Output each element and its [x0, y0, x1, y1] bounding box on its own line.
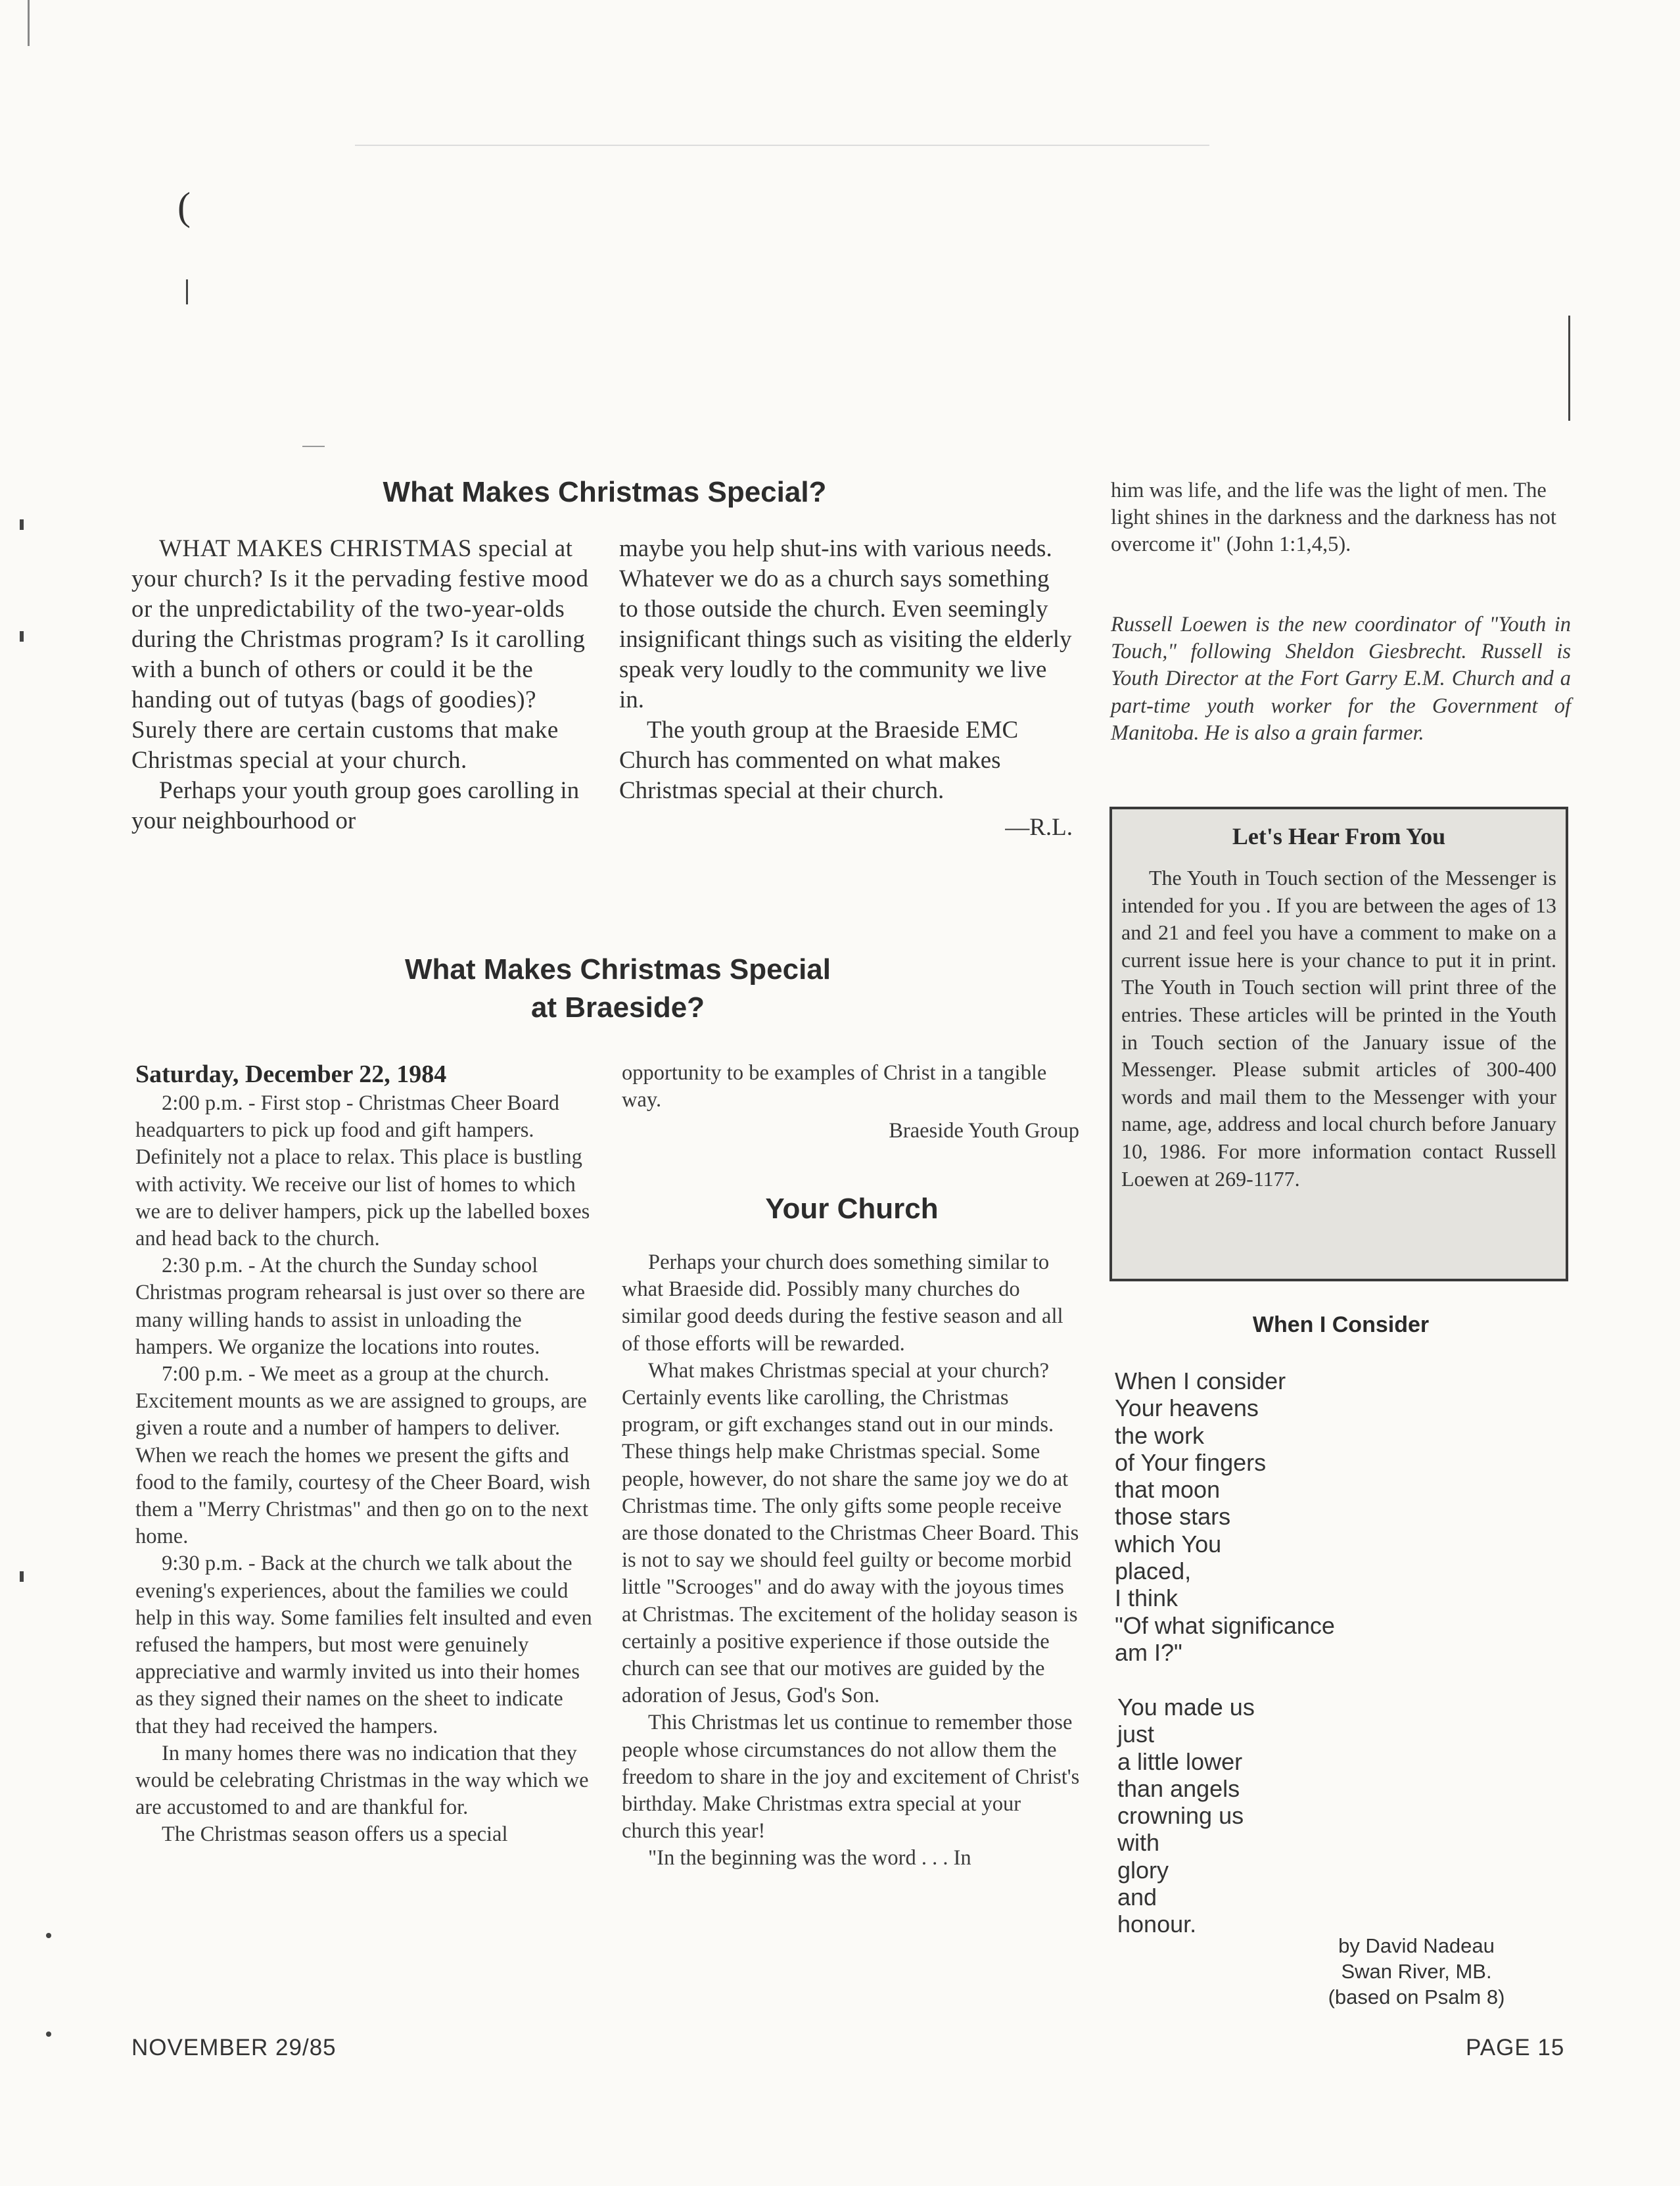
- right-edge-rule: [1568, 316, 1570, 421]
- poem-stanza-2: [1117, 1694, 1577, 1938]
- paren-mark: (: [177, 185, 191, 228]
- poem-line: just: [1117, 1721, 1155, 1748]
- poem-credit-line: Swan River, MB.: [1341, 1960, 1492, 1983]
- article-3-paragraph: "In the beginning was the word . . . In: [648, 1846, 971, 1870]
- poem-line: "Of what significance: [1115, 1611, 1335, 1639]
- poem-line: placed,: [1115, 1557, 1192, 1585]
- article-2-signature: Braeside Youth Group: [889, 1119, 1079, 1143]
- article-3-paragraph: Perhaps your church does something similar to what Braeside did. Possibly many churches do similar good deeds during the festive season and all of those efforts will be rewarded.: [622, 1250, 1063, 1356]
- margin-mark: [20, 631, 24, 642]
- article-2-paragraph: 2:00 p.m. - First stop - Christmas Cheer Board headquarters to pick up food and gift hampers. Definitely not a place to relax. This place is bustling with activity. We receive our list of homes to which we are to deliver hampers, pick up the labelled boxes and head back to the church.: [135, 1091, 590, 1251]
- small-dash: [302, 446, 325, 447]
- margin-mark: [20, 1571, 24, 1582]
- poem-line: that moon: [1115, 1476, 1221, 1504]
- poem-line: glory: [1117, 1856, 1169, 1884]
- top-rule: [355, 145, 1209, 146]
- article-2-title-line-2: at Braeside?: [530, 991, 705, 1024]
- poem-line: which You: [1115, 1530, 1222, 1557]
- article-3-title: Your Church: [765, 1193, 939, 1225]
- poem-line: a little lower: [1117, 1747, 1243, 1775]
- article-2-continuation: opportunity to be examples of Christ in a tangible way.: [622, 1061, 1047, 1112]
- article-2-paragraph: 2:30 p.m. - At the church the Sunday school Christmas program rehearsal is just over so there are many willing hands to assist in unloading the hampers. We organize the locations into routes.: [135, 1254, 586, 1359]
- article-2-paragraph: In many homes there was no indication that they would be celebrating Christmas in the way which we are accustomed to and are thankful for.: [135, 1741, 589, 1820]
- right-column-intro: him was life, and the life was the light of men. The light shines in the darkness and the darkness has not overcome it" (John 1:1,4,5).: [1111, 479, 1556, 557]
- article-1-column-1: [131, 534, 592, 836]
- margin-mark: [46, 1933, 51, 1938]
- poem-line: You made us: [1117, 1694, 1255, 1721]
- article-3-paragraph: What makes Christmas special at your church? Certainly events like carolling, the Christmas program, or gift exchanges stand out in our minds. These things help make Christmas special. Some people, however, do not share the same joy we do at Christmas time. The only gifts some people receive are those donated to the Christmas Cheer Board. This is not to say we should feel guilty or become morbid little "Scrooges" and do away with the joyous times at Christmas. The excitement of the holiday season is certainly a positive experience if those outside the church can see that our motives are guided by the adoration of Jesus, God's Son.: [622, 1358, 1079, 1708]
- poem-credit-line: by David Nadeau: [1338, 1934, 1495, 1957]
- article-1-column-2: [619, 534, 1073, 843]
- poem-credit-line: (based on Psalm 8): [1328, 1985, 1505, 2008]
- article-2-column-2: [622, 1060, 1079, 1145]
- article-2-column-1: [135, 1058, 595, 1849]
- poem-line: and: [1117, 1884, 1157, 1911]
- poem-line: those stars: [1115, 1503, 1231, 1531]
- poem-line: with: [1117, 1829, 1160, 1857]
- article-1-paragraph: WHAT MAKES CHRISTMAS special at your church? Is it the pervading festive mood or the unpredictability of the two-year-olds during the Christmas program? Is it carolling with a bunch of others or could it be the handing out of tutyas (bags of goodies)? Surely there are certain customs that make Christmas special at your church.: [131, 535, 589, 774]
- article-1-paragraph: maybe you help shut-ins with various needs. Whatever we do as a church says something to those outside the church. Even seemingly insignificant things such as visiting the elderly speak very loudly to the community we live in.: [619, 535, 1072, 713]
- lets-hear-from-you-box: [1109, 807, 1568, 1281]
- article-2-paragraph: The Christmas season offers us a special: [162, 1822, 508, 1847]
- box-text: [1121, 865, 1556, 1193]
- tick-mark: [186, 279, 188, 304]
- scan-edge-line: [28, 0, 30, 46]
- margin-mark: [20, 519, 24, 530]
- poem-line: honour.: [1117, 1911, 1197, 1938]
- article-2-title: [197, 951, 1038, 1027]
- poem-line: the work: [1115, 1421, 1205, 1449]
- poem-line: When I consider: [1115, 1367, 1286, 1394]
- box-title: Let's Hear From You: [1232, 823, 1446, 849]
- poem-line: I think: [1115, 1584, 1178, 1612]
- poem-stanza-1: [1115, 1367, 1575, 1666]
- article-1-signature: —R.L.: [1005, 814, 1073, 841]
- footer-date: NOVEMBER 29/85: [131, 2035, 337, 2060]
- article-2-title-line-1: What Makes Christmas Special: [404, 953, 831, 986]
- article-1-paragraph: The youth group at the Braeside EMC Church has commented on what makes Christmas special at their church.: [619, 717, 1019, 804]
- article-2-paragraph: 7:00 p.m. - We meet as a group at the church. Excitement mounts as we are assigned to groups, are given a route and a number of hampers to deliver. When we reach the homes we present the gifts and food to the family, courtesy of the Cheer Board, wish them a "Merry Christmas" and then go on to the next home.: [135, 1362, 590, 1549]
- article-2-dateline: Saturday, December 22, 1984: [135, 1060, 447, 1088]
- poem-title: When I Consider: [1252, 1312, 1430, 1337]
- poem-line: of Your fingers: [1115, 1448, 1267, 1476]
- poem-line: than angels: [1117, 1774, 1240, 1802]
- article-3-body: [622, 1249, 1082, 1872]
- poem-credit-block: [1288, 1933, 1545, 2010]
- article-1-title: What Makes Christmas Special?: [383, 476, 827, 508]
- box-text-content: The Youth in Touch section of the Messenger is intended for you . If you are between the ages of 13 and 21 and feel you have a comment to make on a current issue here is your chance to put it in print. The Youth in Touch section will print three of the entries. These articles will be printed in the Youth in Touch section of the January issue of the Messenger. Please submit articles of 300-400 words and mail them to the Messenger with your name, age, address and local church before January 10, 1986. For more information contact Russell Loewen at 269-1177.: [1121, 866, 1556, 1191]
- author-bio: Russell Loewen is the new coordinator of "Youth in Touch," following Sheldon Giesbrecht. Russell is Youth Director at the Fort Garry E.M. Church and a part-time youth worker for the Government of Manitoba. He is also a grain farmer.: [1111, 613, 1571, 745]
- article-2-paragraph: 9:30 p.m. - Back at the church we talk about the evening's experiences, about the families we could help in this way. Some families felt insulted and even refused the hampers, but most were genuinely appreciative and warmly invited us into their homes as they signed their names on the sheet to indicate that they had received the hampers.: [135, 1552, 592, 1738]
- footer-page-number: PAGE 15: [1466, 2035, 1565, 2060]
- poem-line: Your heavens: [1115, 1394, 1259, 1422]
- poem-line: crowning us: [1117, 1802, 1244, 1830]
- article-1-paragraph: Perhaps your youth group goes carolling in your neighbourhood or: [131, 777, 580, 834]
- article-3-paragraph: This Christmas let us continue to remember those people whose circumstances do not allow them the freedom to share in the joy and excitement of Christ's birthday. Make Christmas extra special at your church this year!: [622, 1711, 1080, 1843]
- poem-line: am I?": [1115, 1638, 1182, 1666]
- margin-mark: [46, 2032, 51, 2037]
